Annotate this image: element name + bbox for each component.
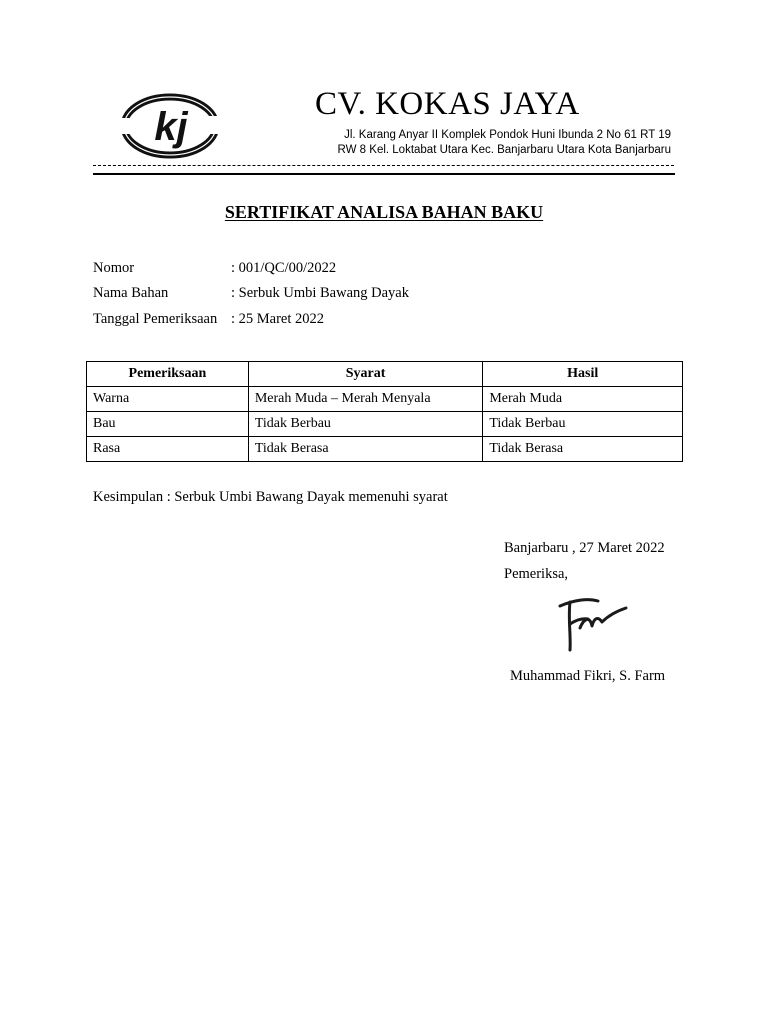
column-header-requirement: Syarat: [248, 362, 483, 387]
svg-text:kj: kj: [154, 105, 188, 149]
info-label: Nomor: [93, 260, 135, 276]
table-cell: Merah Muda – Merah Menyala: [248, 387, 483, 412]
table-cell: Tidak Berasa: [248, 437, 483, 462]
inspector-role-label: Pemeriksa,: [504, 566, 569, 582]
table-cell: Warna: [87, 387, 249, 412]
conclusion-text: Kesimpulan : Serbuk Umbi Bawang Dayak memenuhi syarat: [93, 489, 448, 505]
table-row: [87, 387, 683, 412]
table-cell: Tidak Berbau: [248, 412, 483, 437]
place-date: Banjarbaru , 27 Maret 2022: [504, 540, 665, 556]
table-cell: Merah Muda: [483, 387, 683, 412]
column-header-inspection: Pemeriksaan: [87, 362, 249, 387]
info-value: : 001/QC/00/2022: [231, 260, 337, 276]
letterhead-dashed-divider: [93, 165, 674, 166]
info-label: Tanggal Pemeriksaan: [93, 311, 218, 327]
document-title: SERTIFIKAT ANALISA BAHAN BAKU: [224, 202, 544, 222]
company-address-line-2: RW 8 Kel. Loktabat Utara Kec. Banjarbaru Utara Kota Banjarbaru: [337, 144, 671, 156]
table-cell: Rasa: [87, 437, 249, 462]
info-label: Nama Bahan: [93, 285, 169, 301]
company-logo-icon: [118, 88, 228, 164]
company-name: CV. KOKAS JAYA: [315, 86, 580, 122]
analysis-results-table: [86, 361, 683, 462]
company-address-line-1: Jl. Karang Anyar II Komplek Pondok Huni Ibunda 2 No 61 RT 19: [344, 129, 671, 141]
table-cell: Tidak Berasa: [483, 437, 683, 462]
table-cell: Bau: [87, 412, 249, 437]
table-row: [87, 437, 683, 462]
info-value: : Serbuk Umbi Bawang Dayak: [231, 285, 409, 301]
letterhead-solid-divider: [93, 173, 675, 175]
handwritten-signature: [540, 588, 650, 660]
info-value: : 25 Maret 2022: [231, 311, 325, 327]
table-row: [87, 412, 683, 437]
inspector-name: Muhammad Fikri, S. Farm: [510, 668, 666, 684]
table-header-row: [87, 362, 683, 387]
column-header-result: Hasil: [483, 362, 683, 387]
table-cell: Tidak Berbau: [483, 412, 683, 437]
